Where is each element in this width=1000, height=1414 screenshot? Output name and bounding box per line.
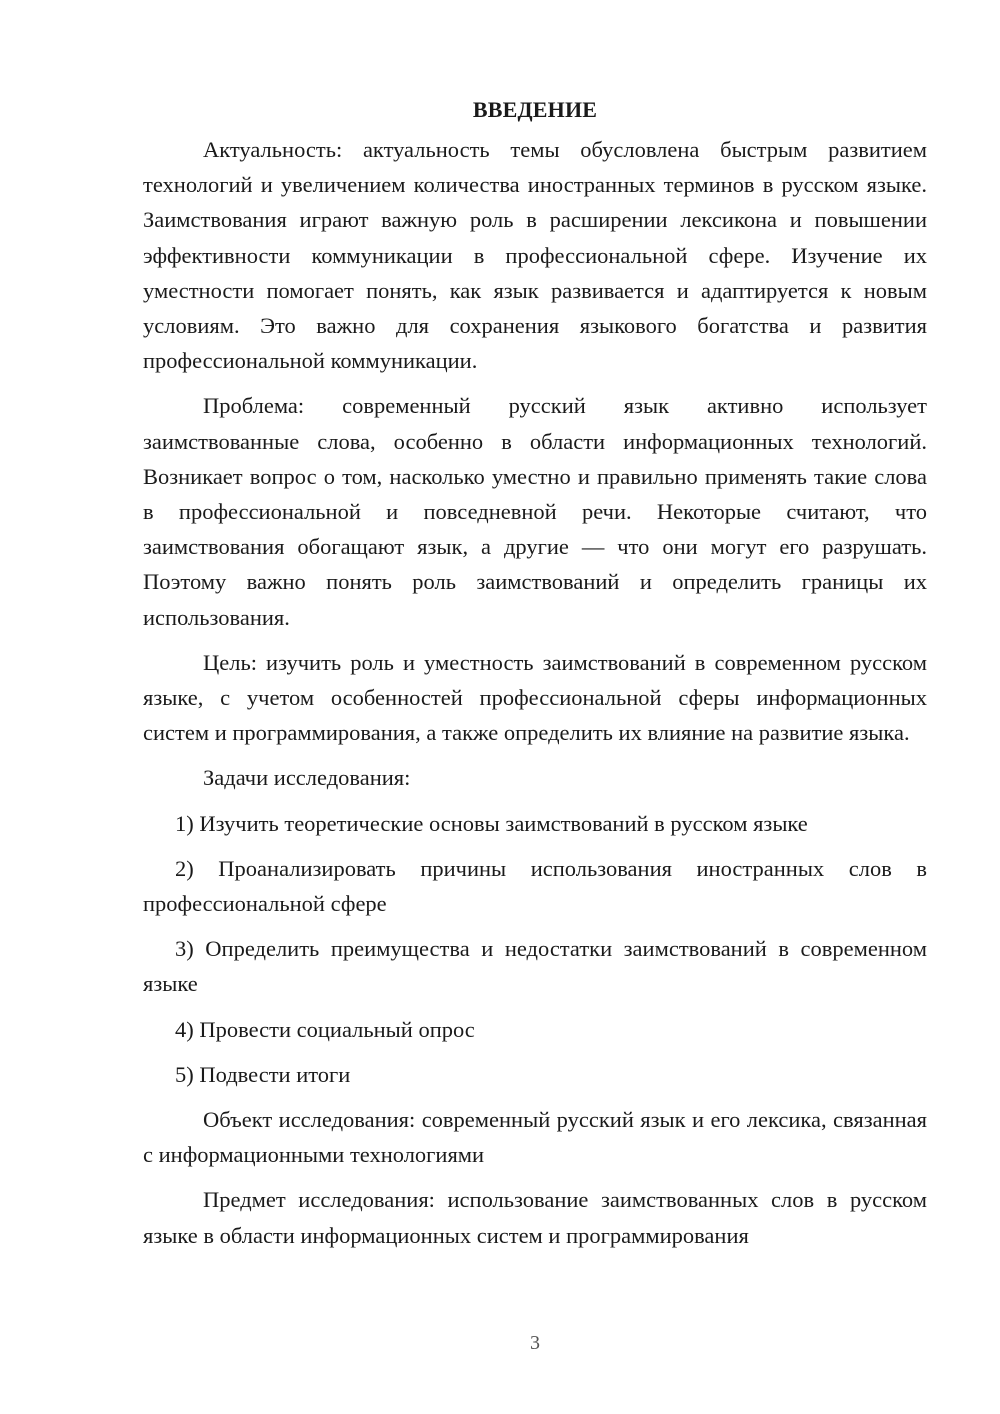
problem-paragraph: Проблема: современный русский язык активно использует заимствованные слова, особенно в области информационных технологий. Возникает вопрос о том, насколько уместно и правильно применять такие слова в профессиональной и повседневной речи. Некоторые считают, что заимствования обогащают язык, а другие — что они могут его разрушать. Поэтому важно понять роль заимствований и определить границы их использования. <box>143 393 927 630</box>
task-item-5: 5) Подвести итоги <box>175 1061 351 1087</box>
task-item-4: 4) Провести социальный опрос <box>175 1016 475 1042</box>
relevance-paragraph: Актуальность: актуальность темы обусловлена быстрым развитием технологий и увеличением количества иностранных терминов в русском языке. Заимствования играют важную роль в расширении лексикона и повышении эффективности коммуникации в профессиональной сфере. Изучение их уместности помогает понять, как язык развивается и адаптируется к новым условиям. Это важно для сохранения языкового богатства и развития профессиональной коммуникации. <box>143 137 927 374</box>
research-subject-paragraph: Предмет исследования: использование заимствованных слов в русском языке в области информационных систем и программирования <box>143 1187 927 1248</box>
document-page <box>143 92 927 1263</box>
task-item-3: 3) Определить преимущества и недостатки заимствований в современном языке <box>143 936 927 997</box>
goal-paragraph: Цель: изучить роль и уместность заимствований в современном русском языке, с учетом особенностей профессиональной сферы информационных систем и программирования, а также определить их влияние на развитие языка. <box>143 649 927 746</box>
task-item-1: 1) Изучить теоретические основы заимствований в русском языке <box>175 810 808 836</box>
page-number: 3 <box>530 1332 540 1354</box>
task-item-2: 2) Проанализировать причины использования иностранных слов в профессиональной сфере <box>143 855 927 917</box>
document-title: ВВЕДЕНИЕ <box>472 97 598 122</box>
tasks-heading: Задачи исследования: <box>203 765 411 791</box>
research-object-paragraph: Объект исследования: современный русский язык и его лексика, связанная с информационными технологиями <box>143 1107 927 1168</box>
